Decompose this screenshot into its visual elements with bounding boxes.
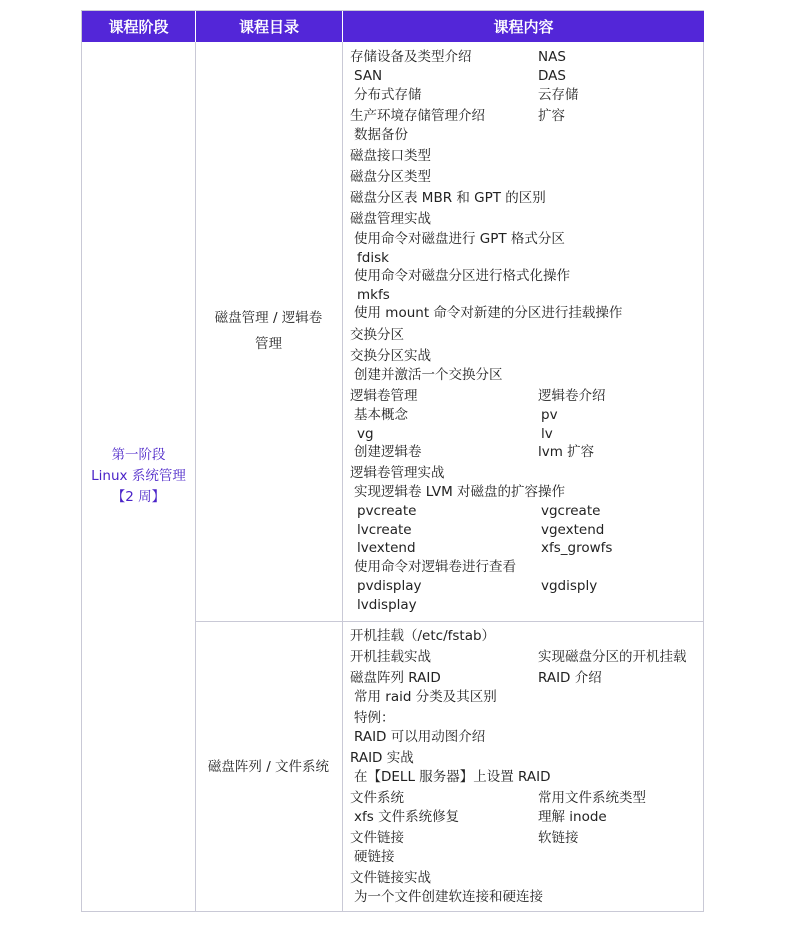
catalog-disk-lvm-line1: 磁盘管理 / 逻辑卷 xyxy=(214,310,323,326)
content-item: 数据备份 xyxy=(354,127,408,143)
content-item: vgdisply xyxy=(541,578,598,594)
content-item: pvdisplay xyxy=(357,578,422,594)
content-item: 文件链接实战 xyxy=(350,870,431,886)
content-item: RAID 可以用动图介绍 xyxy=(354,729,486,745)
content-item: 文件链接 xyxy=(350,830,404,846)
content-item: 硬链接 xyxy=(354,849,395,865)
content-item: vg xyxy=(357,426,374,442)
content-item: RAID 介绍 xyxy=(538,670,602,686)
content-item: 使用命令对逻辑卷进行查看 xyxy=(354,559,516,575)
content-item: 基本概念 xyxy=(354,407,408,423)
content-item: 实现逻辑卷 LVM 对磁盘的扩容操作 xyxy=(354,484,566,500)
content-item: 逻辑卷介绍 xyxy=(538,388,606,404)
content-item: 生产环境存储管理介绍 xyxy=(350,108,485,124)
content-item: 磁盘管理实战 xyxy=(350,211,431,227)
content-item: xfs_growfs xyxy=(541,540,613,556)
content-item: 特例： xyxy=(354,710,395,726)
content-item: 开机挂载实战 xyxy=(350,649,431,665)
content-item: 创建并激活一个交换分区 xyxy=(354,367,503,383)
content-item: 文件系统 xyxy=(350,790,404,806)
content-item: 开机挂载（/etc/fstab） xyxy=(350,628,496,644)
content-item: 创建逻辑卷 xyxy=(354,444,422,460)
content-item: 分布式存储 xyxy=(354,87,422,103)
content-item: 逻辑卷管理 xyxy=(350,388,418,404)
content-item: 常用 raid 分类及其区别 xyxy=(354,689,497,705)
content-item: SAN xyxy=(354,68,383,84)
content-item: DAS xyxy=(538,68,566,84)
content-item: fdisk xyxy=(357,250,389,266)
content-item: 在【DELL 服务器】上设置 RAID xyxy=(354,769,551,785)
content-item: lvm 扩容 xyxy=(538,444,595,460)
content-item: pvcreate xyxy=(357,503,417,519)
content-item: RAID 实战 xyxy=(350,750,414,766)
content-item: 磁盘分区类型 xyxy=(350,169,431,185)
header-catalog: 课程目录 xyxy=(195,11,342,42)
content-item: xfs 文件系统修复 xyxy=(354,809,460,825)
content-item: 存储设备及类型介绍 xyxy=(350,49,472,65)
catalog-disk-lvm-line2: 管理 xyxy=(255,336,282,352)
content-item: 使用命令对磁盘进行 GPT 格式分区 xyxy=(354,231,565,247)
content-item: 磁盘阵列 RAID xyxy=(350,670,441,686)
content-item: 使用命令对磁盘分区进行格式化操作 xyxy=(354,268,570,284)
content-item: 理解 inode xyxy=(538,809,607,825)
stage-subject: Linux 系统管理 xyxy=(91,468,186,484)
stage-duration: 【2 周】 xyxy=(111,489,166,505)
content-item: 磁盘接口类型 xyxy=(350,148,431,164)
content-item: mkfs xyxy=(357,287,390,303)
content-item: 使用 mount 命令对新建的分区进行挂载操作 xyxy=(354,305,623,321)
content-item: lvcreate xyxy=(357,522,412,538)
content-item: 云存储 xyxy=(538,87,579,103)
content-item: 逻辑卷管理实战 xyxy=(350,465,445,481)
content-item: lvextend xyxy=(357,540,416,556)
content-item: 实现磁盘分区的开机挂载 xyxy=(538,649,687,665)
content-item: vgextend xyxy=(541,522,605,538)
header-content: 课程内容 xyxy=(342,11,704,42)
catalog-raid-fs-label: 磁盘阵列 / 文件系统 xyxy=(207,759,330,775)
header-stage: 课程阶段 xyxy=(82,11,195,42)
content-item: 磁盘分区表 MBR 和 GPT 的区别 xyxy=(350,190,546,206)
content-item: pv xyxy=(541,407,558,423)
content-item: lvdisplay xyxy=(357,597,417,613)
content-item: 扩容 xyxy=(538,108,565,124)
content-item: lv xyxy=(541,426,553,442)
content-item: 交换分区 xyxy=(350,327,404,343)
content-item: 软链接 xyxy=(538,830,579,846)
content-item: 常用文件系统类型 xyxy=(538,790,646,806)
content-item: vgcreate xyxy=(541,503,601,519)
content-item: 为一个文件创建软连接和硬连接 xyxy=(354,889,543,905)
stage-title: 第一阶段 xyxy=(111,447,166,463)
content-item: 交换分区实战 xyxy=(350,348,431,364)
content-item: NAS xyxy=(538,49,566,65)
